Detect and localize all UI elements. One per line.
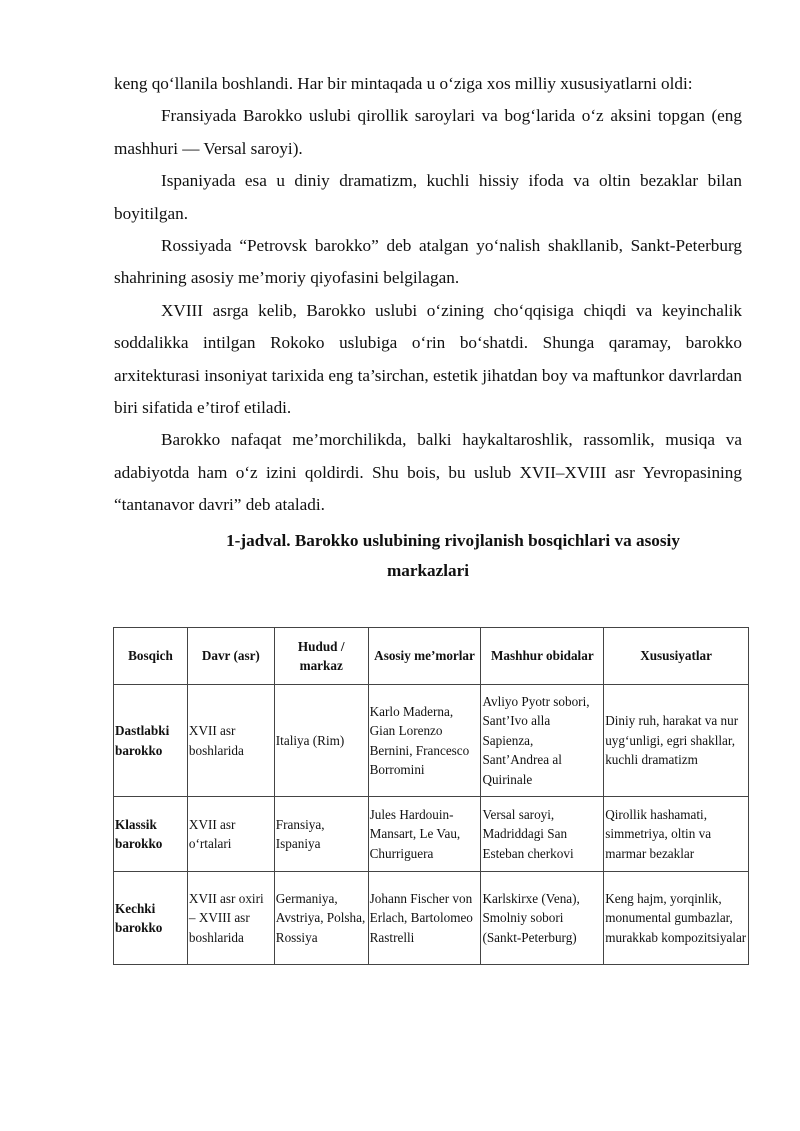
table-row — [114, 797, 749, 872]
cell-architects: Jules Hardouin-Mansart, Le Vau, Churriguera — [368, 797, 481, 872]
cell-stage: Klassik barokko — [114, 797, 188, 872]
baroque-stages-table — [113, 627, 749, 965]
cell-features: Keng hajm, yorqinlik, monumental gumbazlar, murakkab kompozitsiyalar — [604, 872, 749, 965]
cell-region: Germaniya, Avstriya, Polsha, Rossiya — [274, 872, 368, 965]
cell-region: Fransiya, Ispaniya — [274, 797, 368, 872]
cell-period: XVII asr o‘rtalari — [187, 797, 274, 872]
header-period: Davr (asr) — [187, 628, 274, 685]
paragraph-france: Fransiyada Barokko uslubi qirollik saroylari va bog‘larida o‘z aksini topgan (eng mashhuri — Versal saroyi). — [114, 106, 742, 158]
cell-period: XVII asr boshlarida — [187, 685, 274, 797]
document-body — [114, 68, 742, 586]
paragraph-legacy: Barokko nafaqat me’morchilikda, balki haykaltaroshlik, rassomlik, musiqa va adabiyotda ham o‘z izini qoldirdi. Shu bois, bu uslub XVII–XVIII asr Yevropasining “tantanavor davri” deb ataladi. — [114, 430, 742, 515]
paragraph-rococo: XVIII asrga kelib, Barokko uslubi o‘zining cho‘qqisiga chiqdi va keyinchalik soddalikka intilgan Rokoko uslubiga o‘rin bo‘shatdi. Shunga qaramay, barokko arxitekturasi insoniyat tarixida eng ta’sirchan, estetik jihatdan boy va maftunkor davrlardan biri sifatida e’tirof etiladi. — [114, 300, 742, 418]
cell-monuments: Karlskirxe (Vena), Smolniy sobori (Sankt-Peterburg) — [481, 872, 604, 965]
table-caption — [114, 526, 742, 586]
header-monuments: Mashhur obidalar — [481, 628, 604, 685]
paragraph-intro-continued: keng qo‘llanila boshlandi. Har bir mintaqada u o‘ziga xos milliy xususiyatlarni oldi: — [114, 74, 693, 93]
header-region: Hudud / markaz — [274, 628, 368, 685]
table-row — [114, 872, 749, 965]
header-stage: Bosqich — [114, 628, 188, 685]
cell-monuments: Versal saroyi, Madriddagi San Esteban cherkovi — [481, 797, 604, 872]
cell-monuments: Avliyo Pyotr sobori, Sant’Ivo alla Sapienza, Sant’Andrea al Quirinale — [481, 685, 604, 797]
cell-period: XVII asr oxiri – XVIII asr boshlarida — [187, 872, 274, 965]
cell-features: Qirollik hashamati, simmetriya, oltin va marmar bezaklar — [604, 797, 749, 872]
table-caption-line-1: 1-jadval. Barokko uslubining rivojlanish bosqichlari va asosiy — [226, 530, 680, 550]
cell-features: Diniy ruh, harakat va nur uyg‘unligi, egri shakllar, kuchli dramatizm — [604, 685, 749, 797]
paragraph-spain: Ispaniyada esa u diniy dramatizm, kuchli hissiy ifoda va oltin bezaklar bilan boyitilgan. — [114, 171, 742, 223]
table-header-row — [114, 628, 749, 685]
cell-stage: Kechki barokko — [114, 872, 188, 965]
paragraph-russia: Rossiyada “Petrovsk barokko” deb atalgan yo‘nalish shakllanib, Sankt-Peterburg shahrining asosiy me’moriy qiyofasini belgilagan. — [114, 236, 742, 288]
header-architects: Asosiy me’morlar — [368, 628, 481, 685]
table-row — [114, 685, 749, 797]
table-caption-line-2: markazlari — [386, 560, 470, 580]
header-features: Xususiyatlar — [604, 628, 749, 685]
cell-architects: Johann Fischer von Erlach, Bartolomeo Rastrelli — [368, 872, 481, 965]
cell-architects: Karlo Maderna, Gian Lorenzo Bernini, Francesco Borromini — [368, 685, 481, 797]
cell-stage: Dastlabki barokko — [114, 685, 188, 797]
cell-region: Italiya (Rim) — [274, 685, 368, 797]
